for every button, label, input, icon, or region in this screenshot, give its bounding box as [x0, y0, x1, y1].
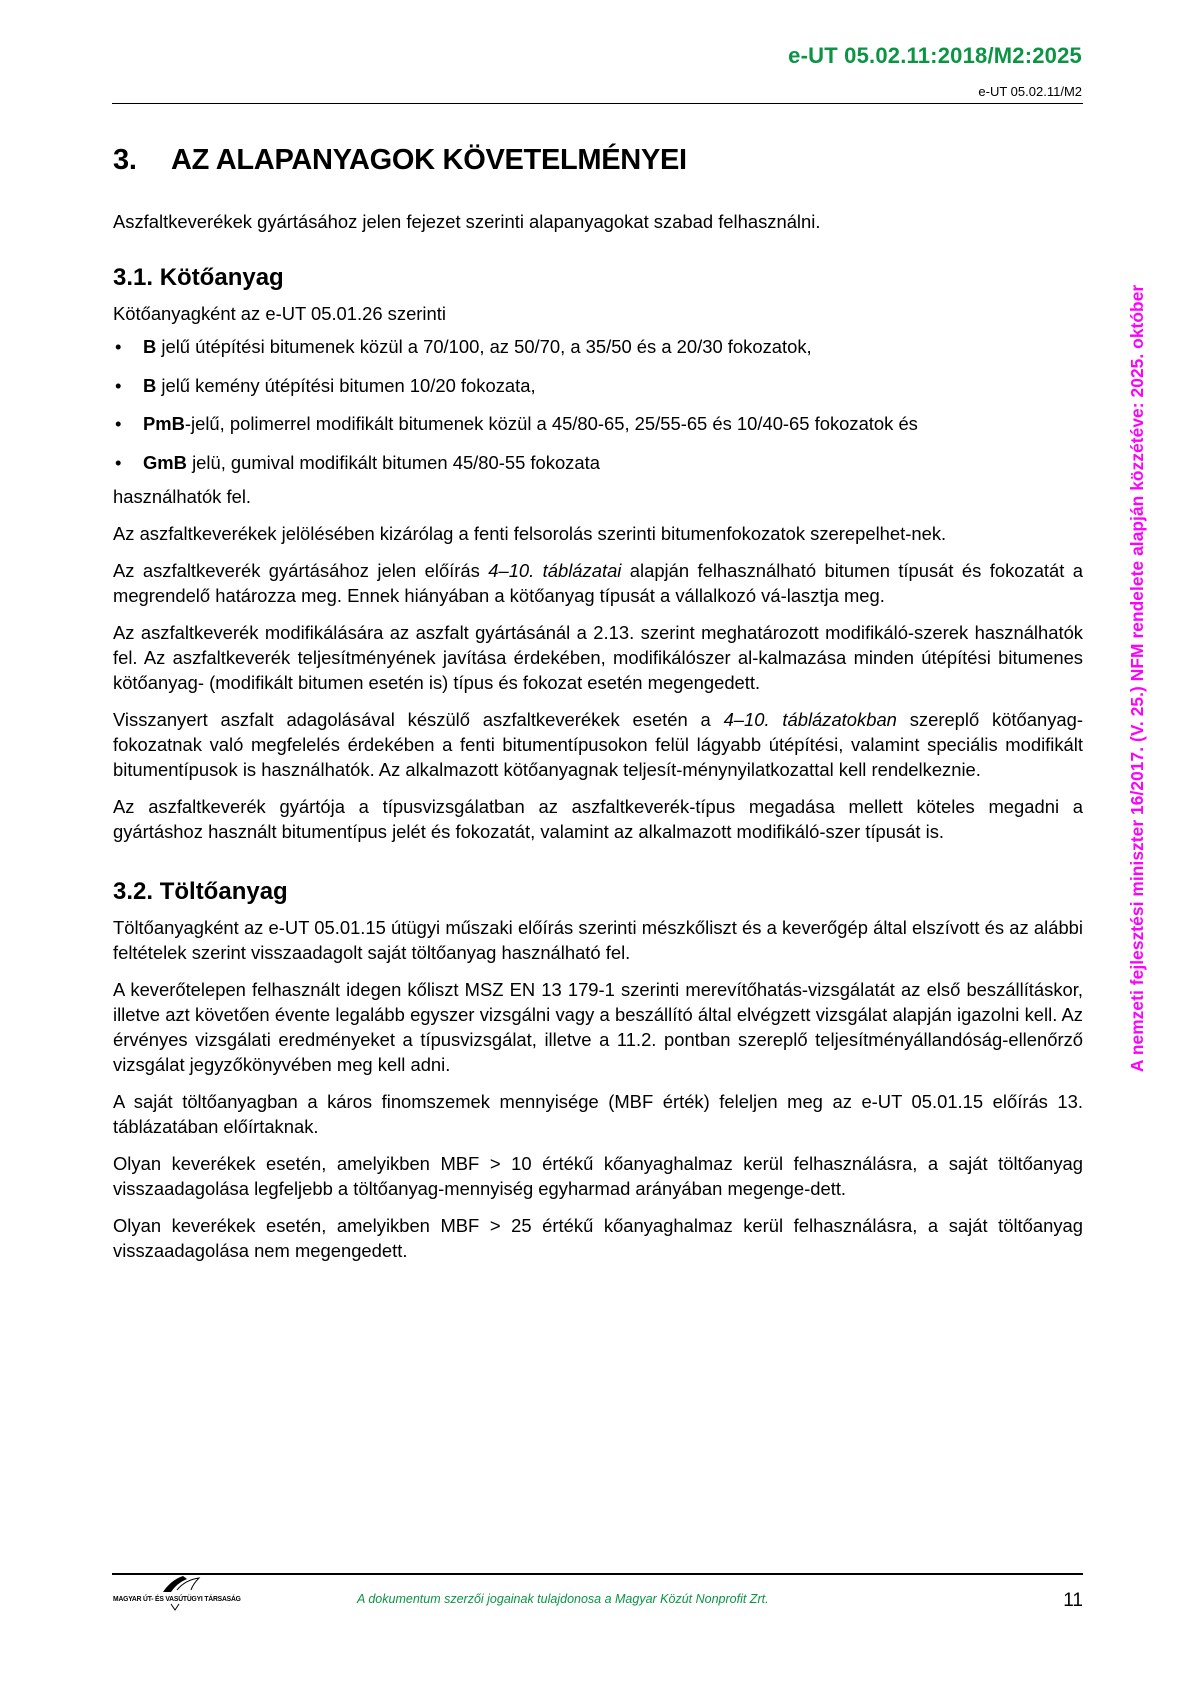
section-heading-toltoanyag: 3.2. Töltőanyag — [113, 878, 288, 905]
page-content — [113, 144, 1083, 1263]
paragraph: A keverőtelepen felhasznált idegen kőliszt MSZ EN 13 179-1 szerinti merevítőhatás-vizsgálatát az első beszállításkor, illetve azt követően évente legalább egyszer vizsgálni vagy a beszállító által elvégzett vizsgálat alapján igazolni kell. Az érvényes vizsgálati eredményeket a típusvizsgálat, illetve a 11.2. pontban szereplő teljesítményállandóság-ellenőrző vizsgálat jegyzőkönyvében meg kell adni. — [113, 979, 1083, 1075]
list-item-text: jelű útépítési bitumenek közül a 70/100, az 50/70, a 35/50 és a 20/30 fokozatok, — [156, 336, 812, 357]
paragraph — [113, 707, 1083, 782]
chapter-number: 3. — [113, 144, 137, 176]
list-item — [113, 411, 1083, 436]
binder-list — [113, 334, 1083, 475]
table-reference: 4–10. táblázatokban — [723, 709, 897, 730]
list-item-text: jelű kemény útépítési bitumen 10/20 fokozata, — [156, 374, 536, 396]
paragraph: Az aszfaltkeverék gyártója a típusvizsgálatban az aszfaltkeverék-típus megadása mellett köteles megadni a gyártáshoz használt bitumentípus jelét és fokozatát, valamint az alkalmazott modifikáló-szer típusát is. — [113, 796, 1083, 842]
paragraph: Olyan keverékek esetén, amelyikben MBF > 25 értékű kőanyaghalmaz kerül felhasználásra, a saját töltőanyag visszaadagolása nem megengedett. — [113, 1215, 1083, 1261]
bullet-icon: • — [115, 413, 122, 434]
list-item-bold: B — [143, 374, 157, 396]
paragraph-text: alapján felhasználható bitumen típusát és fokozatát a megrendelő határozza meg. Ennek hiányában a kötőanyag típusát a vállalkozó vá-lasztja meg. — [113, 560, 1083, 606]
list-item — [113, 373, 1083, 398]
copyright-notice: A dokumentum szerzői jogainak tulajdonosa a Magyar Közút Nonprofit Zrt. — [357, 1592, 769, 1606]
paragraph: használhatók fel. — [113, 486, 252, 507]
header-divider — [112, 103, 1083, 104]
publication-watermark: A nemzeti fejlesztési miniszter 16/2017. (V. 25.) NFM rendelete alapján közzétéve: 2025. október — [1127, 284, 1147, 1072]
paragraph: Olyan keverékek esetén, amelyikben MBF > 10 értékű kőanyaghalmaz kerül felhasználásra, a saját töltőanyag visszaadagolása legfeljebb a töltőanyag-mennyiség egyharmad arányában megenge-dett. — [113, 1153, 1083, 1199]
list-item-bold: GmB — [143, 451, 187, 473]
list-item — [113, 334, 1083, 359]
table-reference: 4–10. táblázatai — [488, 560, 622, 581]
chapter-title — [113, 144, 1083, 177]
logo-text: MAGYAR ÚT- ÉS VASÚTÜGYI TÁRSASÁG — [113, 1594, 241, 1603]
society-logo — [113, 1574, 263, 1614]
chapter-intro: Aszfaltkeverékek gyártásához jelen fejezet szerinti alapanyagokat szabad felhasználni. — [113, 211, 821, 232]
bullet-icon: • — [115, 374, 122, 396]
list-item-bold: PmB — [143, 413, 185, 434]
paragraph: A saját töltőanyagban a káros finomszemek mennyisége (MBF érték) feleljen meg az e-UT 05.01.15 előírás 13. táblázatában előírtaknak. — [113, 1091, 1083, 1137]
paragraph — [113, 558, 1083, 608]
list-item — [113, 450, 1083, 475]
paragraph: Töltőanyagként az e-UT 05.01.15 útügyi műszaki előírás szerinti mészkőliszt és a keverőgép által elszívott és az alábbi feltételek szerint visszaadagolt saját töltőanyag használható fel. — [113, 917, 1083, 963]
bullet-icon: • — [115, 451, 122, 473]
paragraph: Az aszfaltkeverékek jelölésében kizárólag a fenti felsorolás szerinti bitumenfokozatok szerepelhet-nek. — [113, 523, 947, 544]
section-heading-kotoanyag: 3.1. Kötőanyag — [113, 264, 284, 291]
document-subcode: e-UT 05.02.11/M2 — [978, 84, 1082, 99]
document-code: e-UT 05.02.11:2018/M2:2025 — [788, 43, 1082, 68]
paragraph-text: Az aszfaltkeverék gyártásához jelen előírás — [113, 560, 489, 581]
bullet-icon: • — [115, 336, 122, 357]
list-item-bold: B — [143, 336, 157, 357]
list-item-text: jelü, gumival modifikált bitumen 45/80-55 fokozata — [186, 451, 600, 473]
page-number: 11 — [1063, 1590, 1083, 1611]
list-item-text: -jelű, polimerrel modifikált bitumenek közül a 45/80-65, 25/55-65 és 10/40-65 fokozatok és — [184, 413, 918, 434]
paragraph-text: Visszanyert aszfalt adagolásával készülő aszfaltkeverékek esetén a — [113, 709, 724, 730]
chapter-title-text: AZ ALAPANYAGOK KÖVETELMÉNYEI — [171, 144, 687, 176]
paragraph-text: szereplő kötőanyag-fokozatnak való megfelelés érdekében a fenti bitumentípusokon felül lágyabb útépítési, valamint speciális modifikált bitumentípusok is használhatók. Az alkalmazott kötőanyagnak teljesít-ménynyilatkozattal kell rendelkeznie. — [113, 709, 1083, 780]
paragraph: Az aszfaltkeverék modifikálására az aszfalt gyártásánál a 2.13. szerint meghatározott modifikáló-szerek használhatók fel. Az aszfaltkeverék teljesítményének javítása érdekében, modifikálószer al-kalmazása minden útépítési bitumenes kötőanyag- (modifikált bitumen esetén is) típus és fokozat esetén megengedett. — [113, 622, 1083, 693]
paragraph: Kötőanyagként az e-UT 05.01.26 szerinti — [113, 303, 446, 324]
